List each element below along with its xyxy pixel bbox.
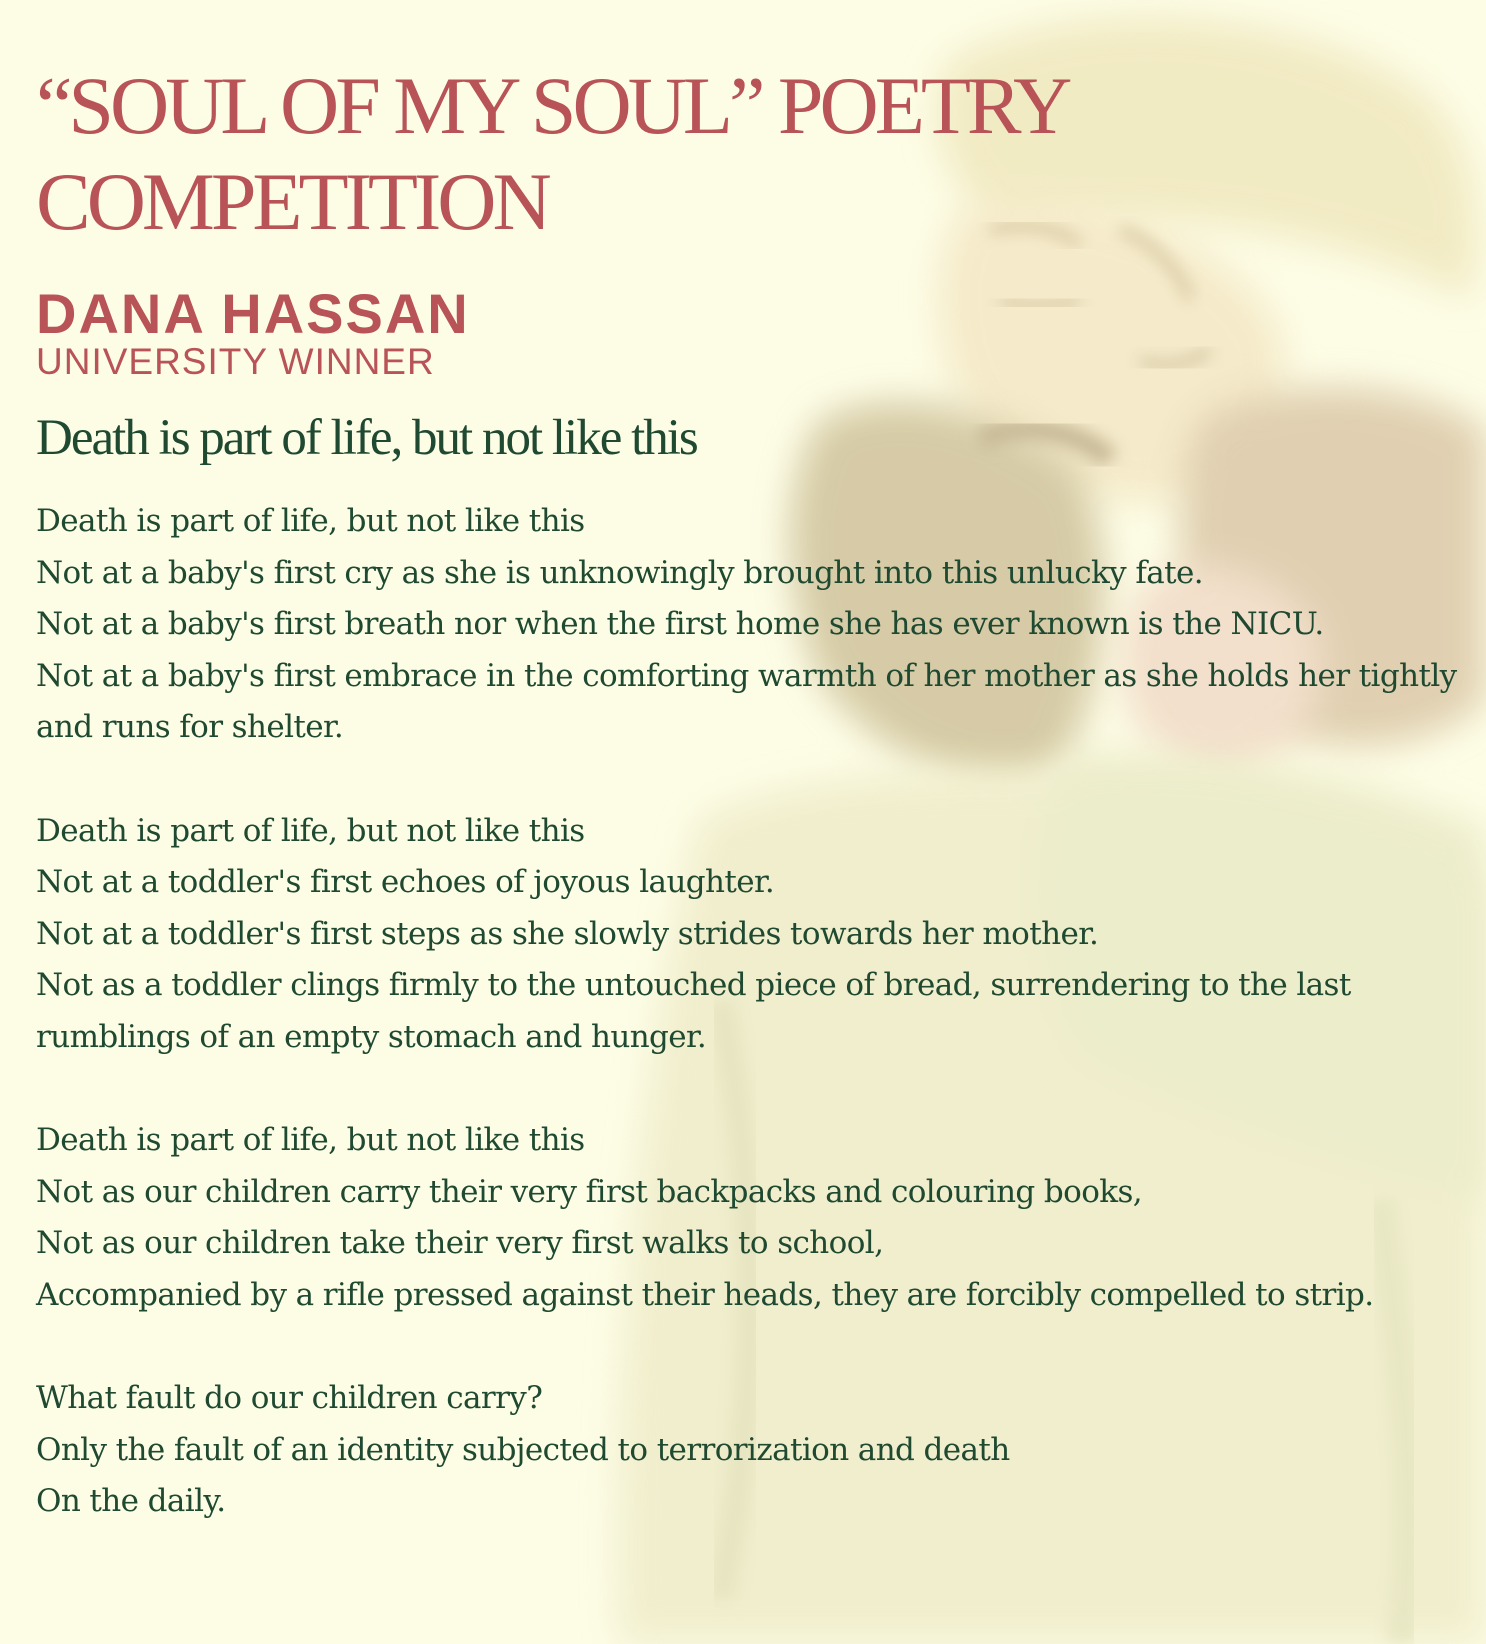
poem-line: Accompanied by a rifle pressed against their heads, they are forcibly compelled to strip.	[36, 1276, 1374, 1313]
poem-line: Only the fault of an identity subjected to terrorization and death	[36, 1431, 1010, 1468]
poem-title: Death is part of life, but not like this	[36, 410, 697, 466]
poem-line: Not as a toddler clings firmly to the untouched piece of bread, surrendering to the last rumblings of an empty stomach and hunger.	[36, 967, 1351, 1055]
poem-line: On the daily.	[36, 1483, 226, 1520]
poem-line: Death is part of life, but not like this	[36, 812, 585, 849]
poem-line: Not at a baby's first cry as she is unknowingly brought into this unlucky fate.	[36, 554, 1203, 591]
poem-page	[36, 58, 1476, 1579]
poem-body	[36, 496, 1466, 1528]
author-name: DANA HASSAN	[36, 282, 470, 345]
poem-stanza-3	[36, 1115, 1466, 1321]
poem-line: Not at a toddler's first echoes of joyous laughter.	[36, 864, 775, 901]
poem-line: What fault do our children carry?	[36, 1380, 543, 1417]
poem-line: Not as our children carry their very first backpacks and colouring books,	[36, 1173, 1143, 1210]
competition-title: “SOUL OF MY SOUL” POETRY COMPETITION	[36, 60, 1066, 247]
poem-stanza-1	[36, 496, 1466, 754]
poem-line: Death is part of life, but not like this	[36, 1122, 585, 1159]
author-award: UNIVERSITY WINNER	[36, 341, 435, 382]
poem-line: Not as our children take their very first walks to school,	[36, 1225, 884, 1262]
poem-line: Death is part of life, but not like this	[36, 503, 585, 539]
poem-stanza-2	[36, 806, 1466, 1064]
poem-line: Not at a baby's first embrace in the comforting warmth of her mother as she holds her tightly and runs for shelter.	[36, 657, 1457, 746]
poem-stanza-4	[36, 1373, 1466, 1528]
poem-line: Not at a toddler's first steps as she slowly strides towards her mother.	[36, 915, 1099, 952]
poem-line: Not at a baby's first breath nor when the first home she has ever known is the NICU.	[36, 606, 1324, 643]
